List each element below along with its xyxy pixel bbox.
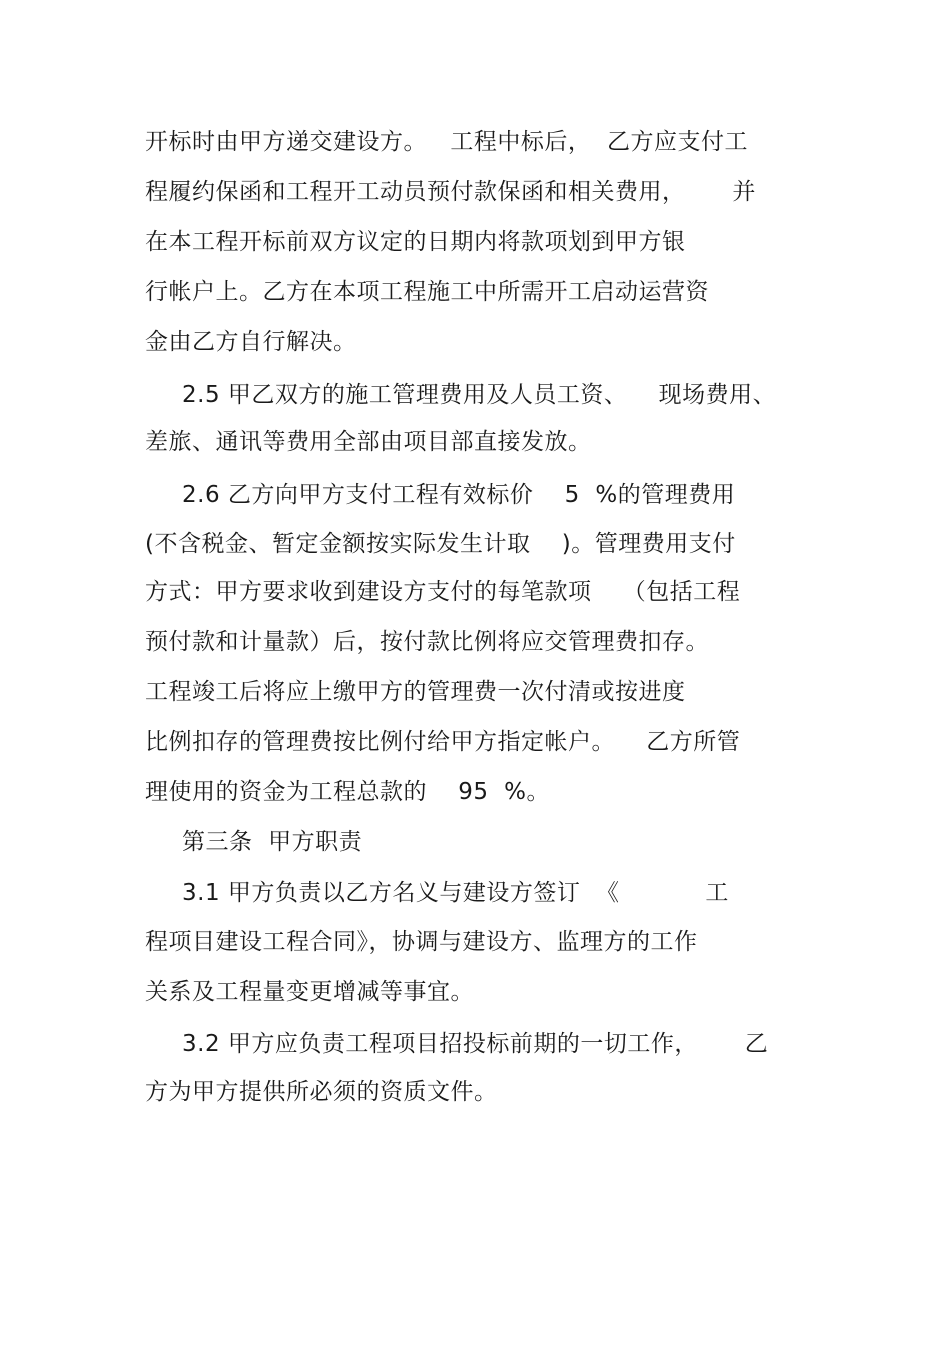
text-line: 开标时由甲方递交建设方。 工程中标后， 乙方应支付工 — [145, 129, 749, 155]
text-line: 工程竣工后将应上缴甲方的管理费一次付清或按进度 — [145, 679, 686, 705]
text-line: 方为甲方提供所必须的资质文件。 — [145, 1079, 498, 1105]
clause-2-6: 2.6 乙方向甲方支付工程有效标价 5 %的管理费用 — [182, 482, 736, 508]
text-line: 程履约保函和工程开工动员预付款保函和相关费用， 并 — [145, 179, 756, 205]
clause-2-5: 2.5 甲乙双方的施工管理费用及人员工资、 现场费用、 — [182, 382, 777, 408]
text-line: 金由乙方自行解决。 — [145, 329, 357, 355]
text-line: 比例扣存的管理费按比例付给甲方指定帐户。 乙方所管 — [145, 729, 741, 755]
text-line: 理使用的资金为工程总款的 95 %。 — [145, 779, 550, 805]
text-line: 预付款和计量款）后，按付款比例将应交管理费扣存。 — [145, 629, 709, 655]
clause-3-1: 3.1 甲方负责以乙方名义与建设方签订 《 工 — [182, 880, 729, 906]
text-line: 程项目建设工程合同》，协调与建设方、监理方的工作 — [145, 929, 698, 955]
text-line: 在本工程开标前双方议定的日期内将款项划到甲方银 — [145, 229, 686, 255]
clause-3-2: 3.2 甲方应负责工程项目招投标前期的一切工作， 乙 — [182, 1031, 769, 1057]
text-line: 关系及工程量变更增减等事宜。 — [145, 979, 474, 1005]
text-line: 方式：甲方要求收到建设方支付的每笔款项 （包括工程 — [145, 579, 741, 605]
text-line: (不含税金、暂定金额按实际发生计取 )。管理费用支付 — [145, 531, 736, 557]
text-line: 行帐户上。乙方在本项工程施工中所需开工启动运营资 — [145, 279, 709, 305]
section-heading: 第三条 甲方职责 — [182, 829, 363, 855]
text-line: 差旅、通讯等费用全部由项目部直接发放。 — [145, 429, 592, 455]
